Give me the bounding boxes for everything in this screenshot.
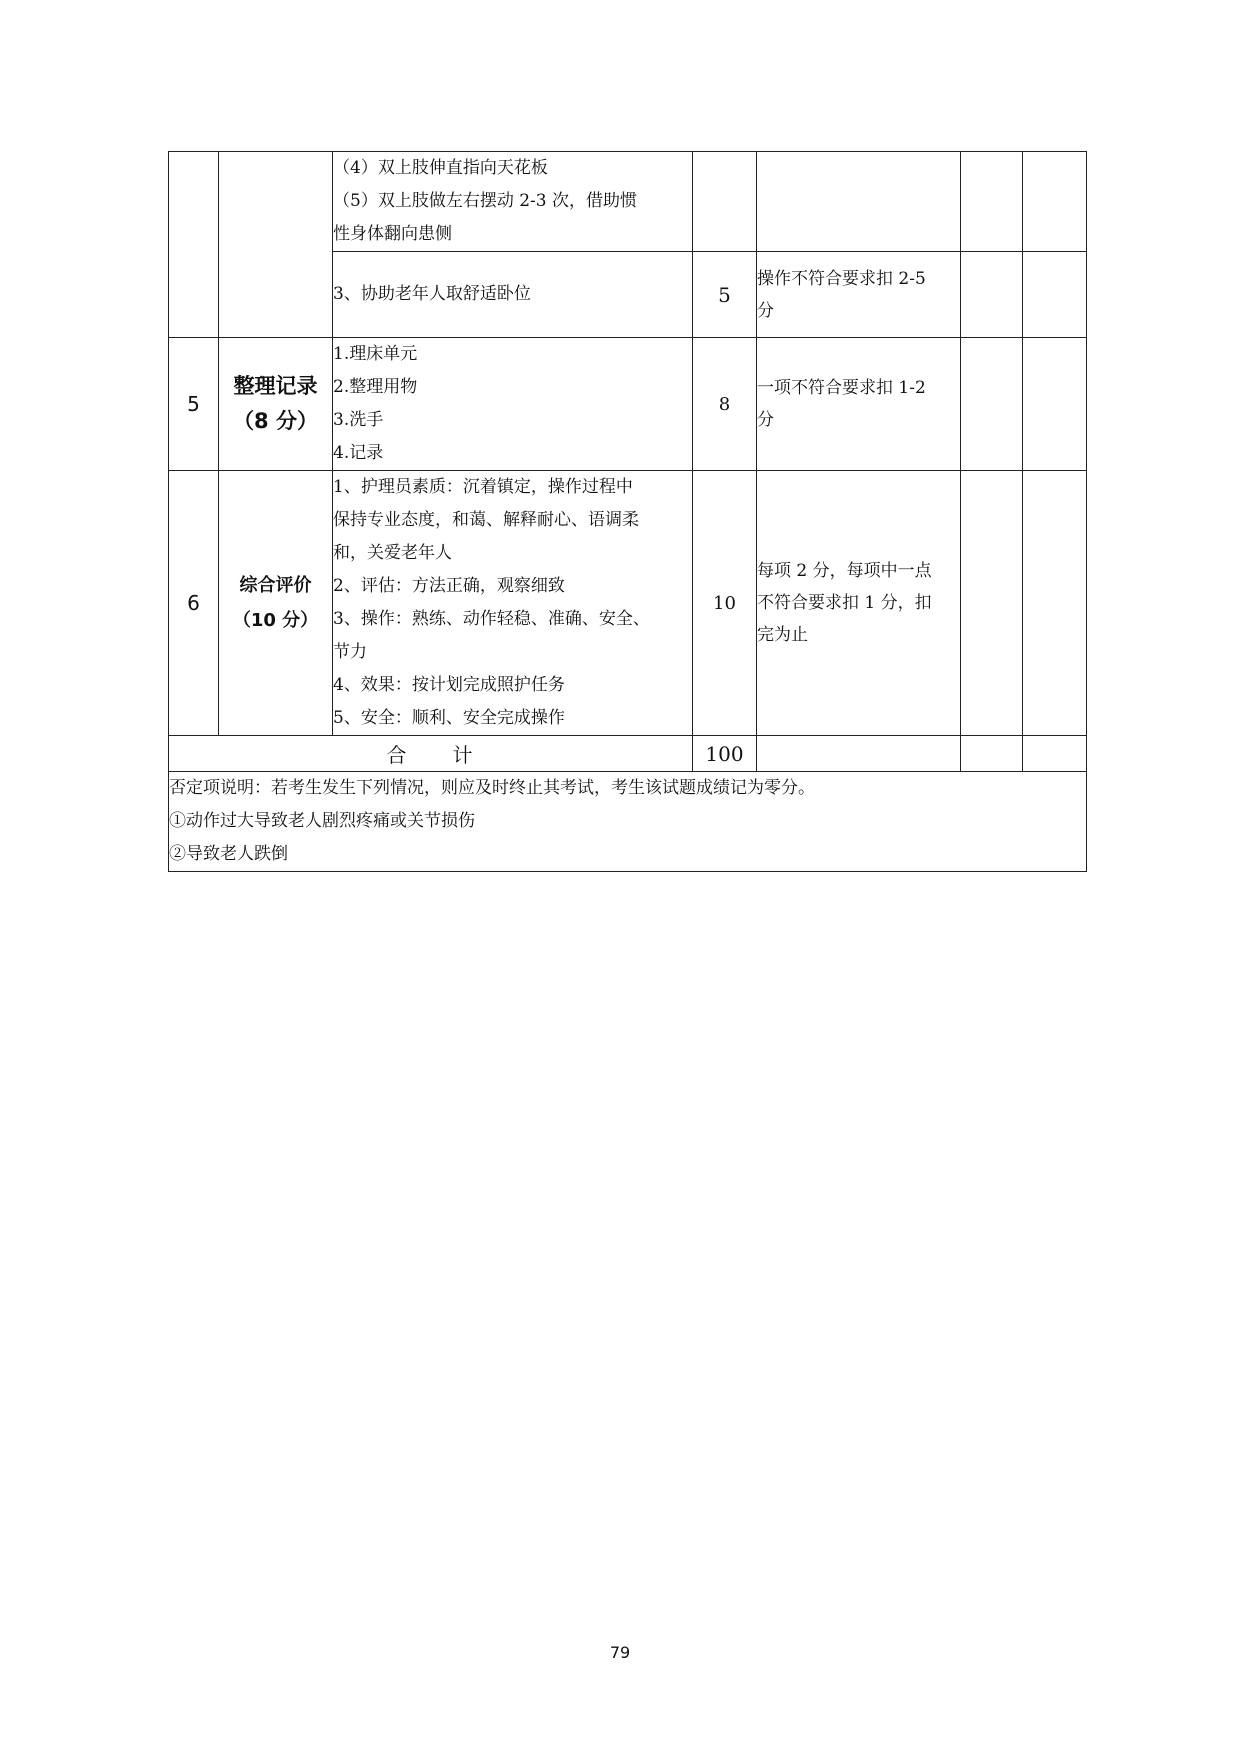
step-line: 2.整理用物 <box>333 377 418 397</box>
row-5 <box>169 338 1087 471</box>
deduction-line: 每项 2 分，每项中一点 <box>757 561 932 581</box>
continued-category-cell <box>219 152 333 338</box>
steps-cell <box>333 338 693 471</box>
category-title: 综合评价 <box>239 575 312 596</box>
category-points: （8 分） <box>233 409 318 433</box>
step-line: 3.洗手 <box>333 410 384 430</box>
score-cell: 5 <box>693 252 757 338</box>
row-number: 5 <box>169 338 219 471</box>
remark-cell <box>1023 736 1087 772</box>
step-line: 5、安全：顺利、安全完成操作 <box>333 708 565 728</box>
scoring-table <box>168 151 1087 872</box>
result-cell <box>961 252 1023 338</box>
remark-cell <box>1023 252 1087 338</box>
result-cell <box>961 736 1023 772</box>
veto-line: 否定项说明：若考生发生下列情况，则应及时终止其考试，考生该试题成绩记为零分。 <box>169 778 815 798</box>
continued-steps-cell <box>333 152 693 252</box>
step-line: 3、操作：熟练、动作轻稳、准确、安全、 <box>333 609 650 629</box>
result-cell <box>961 471 1023 736</box>
step-line: 4.记录 <box>333 443 384 463</box>
row-number: 6 <box>169 471 219 736</box>
step-line: （5）双上肢做左右摆动 2-3 次，借助惯 <box>333 191 637 211</box>
veto-row <box>169 772 1087 872</box>
deduction-line: 操作不符合要求扣 2-5 <box>757 268 926 289</box>
score-cell: 10 <box>693 471 757 736</box>
step-line: 节力 <box>333 642 367 662</box>
step-line: 4、效果：按计划完成照护任务 <box>333 675 565 695</box>
deduction-cell <box>757 471 961 736</box>
category-points: （10 分） <box>232 610 319 631</box>
continued-number-cell <box>169 152 219 338</box>
row-6 <box>169 471 1087 736</box>
sub-step-cell <box>333 252 693 338</box>
continued-row-a <box>169 152 1087 252</box>
step-line: （4）双上肢伸直指向天花板 <box>333 158 548 178</box>
step-line: 3、协助老年人取舒适卧位 <box>333 284 531 304</box>
step-line: 1、护理员素质：沉着镇定，操作过程中 <box>333 477 633 497</box>
remark-cell <box>1023 471 1087 736</box>
category-title: 整理记录 <box>233 374 318 398</box>
step-line: 和，关爱老年人 <box>333 543 452 563</box>
deduction-cell <box>757 736 961 772</box>
deduction-line: 分 <box>757 410 774 430</box>
remark-cell <box>1023 338 1087 471</box>
step-line: 2、评估：方法正确，观察细致 <box>333 576 565 596</box>
category-cell <box>219 338 333 471</box>
score-cell: 8 <box>693 338 757 471</box>
deduction-line: 完为止 <box>757 625 808 645</box>
deduction-cell <box>757 338 961 471</box>
step-line: 性身体翻向患侧 <box>333 224 452 244</box>
step-line: 保持专业态度，和蔼、解释耐心、语调柔 <box>333 510 639 530</box>
deduction-line: 分 <box>757 300 774 321</box>
result-cell <box>961 338 1023 471</box>
steps-cell <box>333 471 693 736</box>
veto-notes <box>169 772 1087 872</box>
deduction-line: 一项不符合要求扣 1-2 <box>757 378 926 398</box>
veto-line: ②导致老人跌倒 <box>169 844 288 864</box>
score-cell <box>693 152 757 252</box>
deduction-cell <box>757 152 961 252</box>
veto-line: ①动作过大导致老人剧烈疼痛或关节损伤 <box>169 811 475 831</box>
category-cell <box>219 471 333 736</box>
step-line: 1.理床单元 <box>333 344 418 364</box>
total-row <box>169 736 1087 772</box>
total-label: 合 计 <box>169 736 693 772</box>
deduction-line: 不符合要求扣 1 分，扣 <box>757 593 932 613</box>
remark-cell <box>1023 152 1087 252</box>
page-number: 79 <box>609 1643 631 1662</box>
deduction-cell <box>757 252 961 338</box>
total-score: 100 <box>693 736 757 772</box>
result-cell <box>961 152 1023 252</box>
